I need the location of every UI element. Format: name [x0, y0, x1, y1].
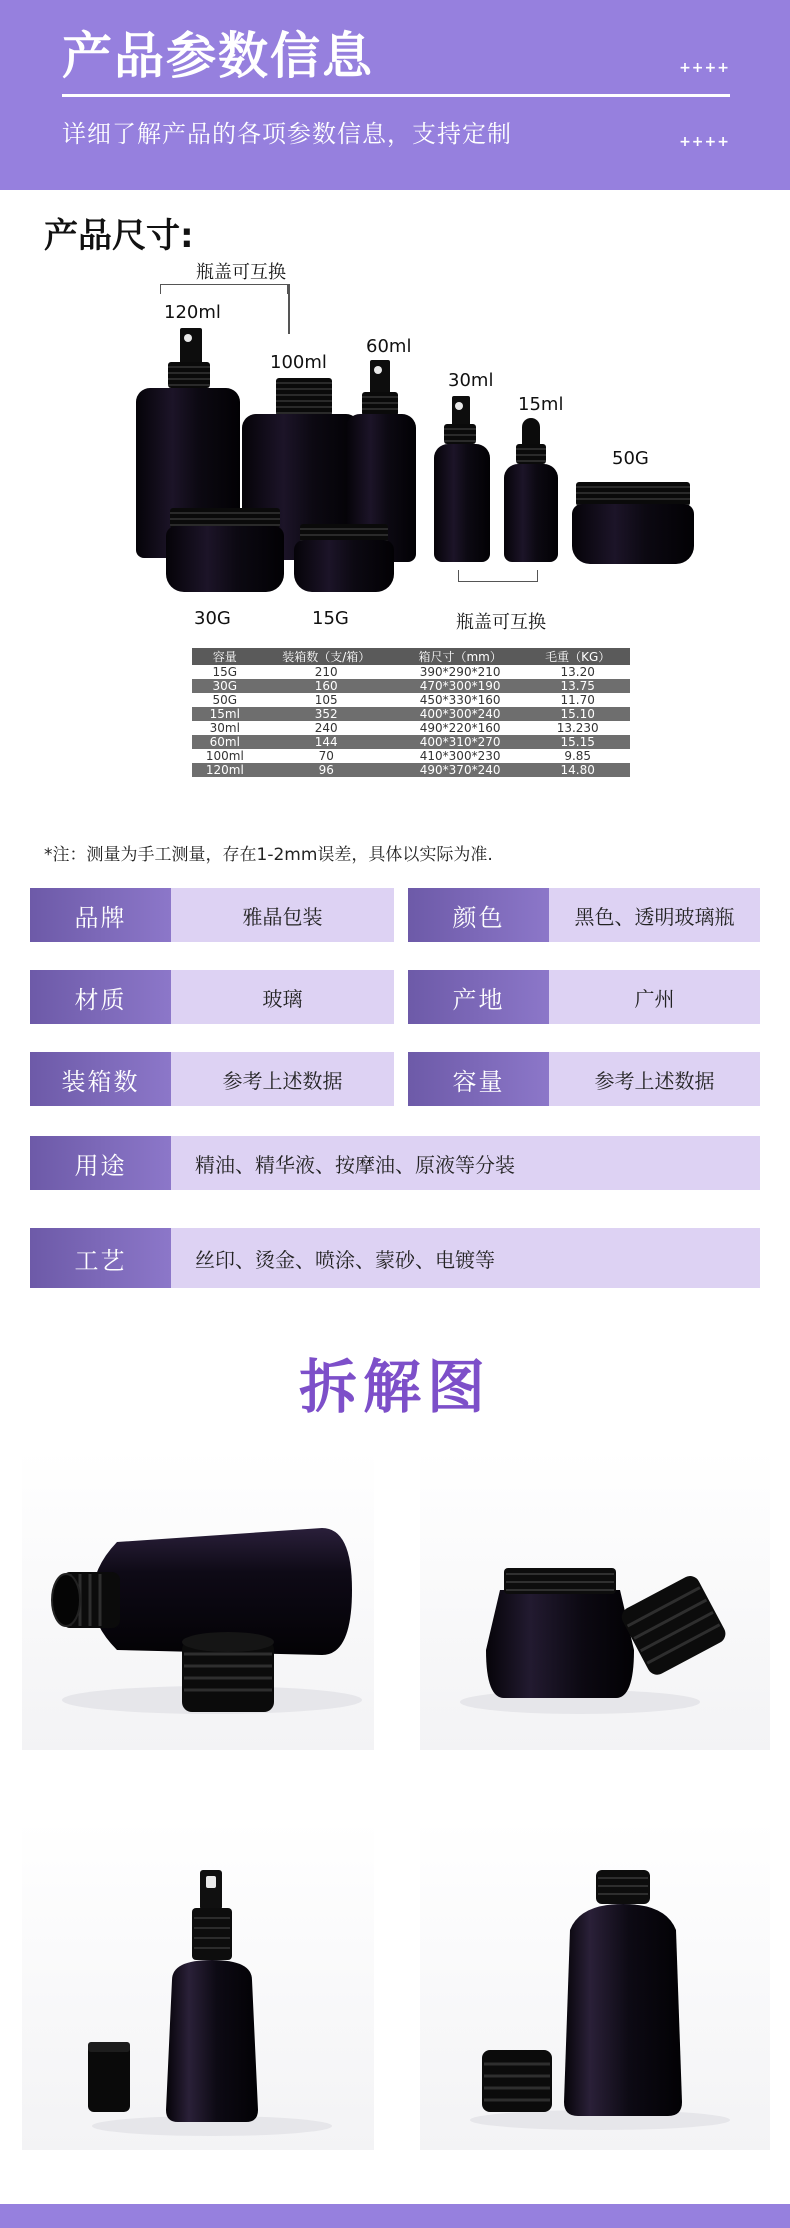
- table-cell: 400*310*270: [395, 735, 526, 749]
- open-bottle-illustration: [420, 1820, 770, 2150]
- exploded-photo-bottle-cap: [22, 1450, 374, 1750]
- table-row: [192, 693, 630, 707]
- param-value: 丝印、烫金、喷涂、蒙砂、电镀等: [171, 1228, 760, 1288]
- header-divider: [62, 94, 730, 97]
- table-cell: 400*300*240: [395, 707, 526, 721]
- label-100ml: 100ml: [270, 352, 327, 373]
- header-banner: [0, 0, 790, 190]
- param-color: [408, 888, 760, 942]
- cap-swap-label-top: 瓶盖可互换: [196, 262, 286, 283]
- table-header-cell: 箱尺寸（mm）: [395, 648, 526, 665]
- param-usage: [30, 1136, 760, 1190]
- exploded-photo-jar-lid: [420, 1450, 770, 1750]
- param-value: 精油、精华液、按摩油、原液等分装: [171, 1136, 760, 1190]
- param-value: 参考上述数据: [549, 1052, 760, 1106]
- table-row: [192, 763, 630, 777]
- pump-30ml: [452, 396, 470, 426]
- table-cell: 15ml: [192, 707, 258, 721]
- param-value: 参考上述数据: [171, 1052, 394, 1106]
- param-label: 用途: [30, 1136, 171, 1190]
- table-cell: 14.80: [525, 763, 630, 777]
- table-header-row: [192, 648, 630, 665]
- jar-15g: [294, 540, 394, 592]
- bottle-30ml: [434, 444, 490, 562]
- param-label: 装箱数: [30, 1052, 171, 1106]
- table-cell: 410*300*230: [395, 749, 526, 763]
- table-cell: 352: [258, 707, 395, 721]
- param-origin: [408, 970, 760, 1024]
- page-title: 产品参数信息: [62, 27, 374, 85]
- page-subtitle: 详细了解产品的各项参数信息，支持定制: [62, 120, 512, 148]
- bracket-top-leg: [288, 284, 290, 334]
- exploded-view-title: 拆解图: [298, 1353, 491, 1421]
- label-15g: 15G: [312, 608, 349, 629]
- footer-bar: [0, 2204, 790, 2228]
- table-cell: 60ml: [192, 735, 258, 749]
- table-cell: 13.20: [525, 665, 630, 679]
- param-value: 雅晶包装: [171, 888, 394, 942]
- jar-50g: [572, 504, 694, 564]
- table-row: [192, 721, 630, 735]
- cap-30ml: [444, 424, 476, 444]
- param-label: 材质: [30, 970, 171, 1024]
- table-cell: 15.15: [525, 735, 630, 749]
- table-cell: 105: [258, 693, 395, 707]
- param-label: 产地: [408, 970, 549, 1024]
- exploded-photo-bottle-open: [420, 1820, 770, 2150]
- size-section-title: 产品尺寸:: [44, 216, 194, 256]
- table-cell: 15.10: [525, 707, 630, 721]
- product-size-image: [130, 248, 720, 638]
- exploded-photo-pump-bottle: [22, 1820, 374, 2150]
- table-cell: 160: [258, 679, 395, 693]
- table-cell: 11.70: [525, 693, 630, 707]
- decorative-plus-bottom: ++++: [679, 134, 730, 150]
- lid-30g: [170, 508, 280, 528]
- table-cell: 70: [258, 749, 395, 763]
- param-label: 容量: [408, 1052, 549, 1106]
- table-cell: 13.75: [525, 679, 630, 693]
- table-cell: 390*290*210: [395, 665, 526, 679]
- cap-swap-label-bottom: 瓶盖可互换: [456, 612, 546, 633]
- spec-table: [192, 648, 630, 777]
- table-cell: 144: [258, 735, 395, 749]
- pump-60ml: [370, 360, 390, 394]
- table-cell: 240: [258, 721, 395, 735]
- label-30ml: 30ml: [448, 370, 494, 391]
- param-brand: [30, 888, 394, 942]
- table-cell: 50G: [192, 693, 258, 707]
- bracket-top: [160, 284, 288, 294]
- cap-60ml: [362, 392, 398, 416]
- table-cell: 470*300*190: [395, 679, 526, 693]
- table-cell: 450*330*160: [395, 693, 526, 707]
- table-row: [192, 749, 630, 763]
- table-cell: 30ml: [192, 721, 258, 735]
- table-cell: 96: [258, 763, 395, 777]
- jar-30g: [166, 526, 284, 592]
- table-cell: 100ml: [192, 749, 258, 763]
- table-cell: 210: [258, 665, 395, 679]
- pump-120ml: [180, 328, 202, 364]
- bottle-15ml: [504, 464, 558, 562]
- lid-50g: [576, 482, 690, 506]
- label-120ml: 120ml: [164, 302, 221, 323]
- param-value: 广州: [549, 970, 760, 1024]
- table-cell: 120ml: [192, 763, 258, 777]
- table-cell: 490*370*240: [395, 763, 526, 777]
- table-cell: 30G: [192, 679, 258, 693]
- decorative-plus-top: ++++: [679, 60, 730, 76]
- param-capacity: [408, 1052, 760, 1106]
- measurement-note: *注：测量为手工测量，存在1-2mm误差，具体以实际为准.: [44, 845, 493, 865]
- table-header-cell: 毛重（KG）: [525, 648, 630, 665]
- table-row: [192, 679, 630, 693]
- label-30g: 30G: [194, 608, 231, 629]
- jar-illustration: [420, 1450, 770, 1750]
- table-cell: 13.230: [525, 721, 630, 735]
- label-50g: 50G: [612, 448, 649, 469]
- cap-15ml: [516, 444, 546, 464]
- table-cell: 9.85: [525, 749, 630, 763]
- bracket-bottom: [458, 570, 538, 582]
- table-row: [192, 707, 630, 721]
- label-15ml: 15ml: [518, 394, 564, 415]
- table-row: [192, 665, 630, 679]
- table-row: [192, 735, 630, 749]
- pump-bottle-illustration: [22, 1820, 374, 2150]
- param-value: 黑色、透明玻璃瓶: [549, 888, 760, 942]
- cap-100ml: [276, 378, 332, 416]
- param-label: 品牌: [30, 888, 171, 942]
- param-material: [30, 970, 394, 1024]
- param-value: 玻璃: [171, 970, 394, 1024]
- table-cell: 490*220*160: [395, 721, 526, 735]
- dropper-15ml: [522, 418, 540, 446]
- param-label: 工艺: [30, 1228, 171, 1288]
- param-label: 颜色: [408, 888, 549, 942]
- bottle-lying-illustration: [22, 1450, 374, 1750]
- table-header-cell: 装箱数（支/箱）: [258, 648, 395, 665]
- table-header-cell: 容量: [192, 648, 258, 665]
- label-60ml: 60ml: [366, 336, 412, 357]
- cap-120ml: [168, 362, 210, 388]
- param-craft: [30, 1228, 760, 1288]
- table-cell: 15G: [192, 665, 258, 679]
- param-packing: [30, 1052, 394, 1106]
